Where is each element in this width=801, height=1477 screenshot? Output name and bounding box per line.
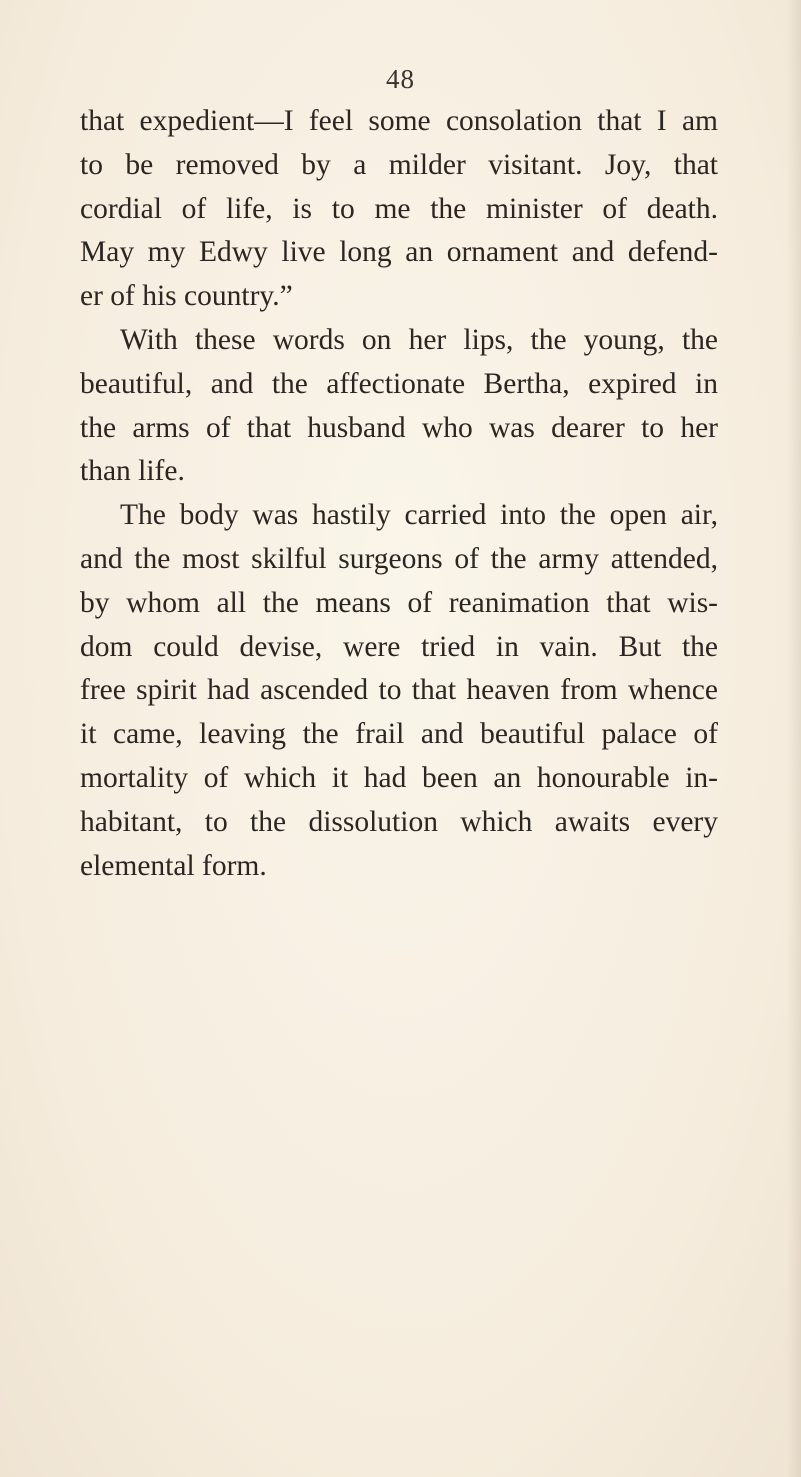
text-line-1: that expedient—I feel some consolation that I am [80, 105, 718, 137]
text-line-4: May my Edwy live long an ornament and defend- [80, 236, 718, 269]
text-line-13: dom could devise, were tried in vain. But the [80, 630, 718, 663]
text-line-15: it came, leaving the frail and beautiful palace of [80, 718, 718, 751]
text-line-5: er of his country.” [80, 280, 293, 313]
text-line-7: beautiful, and the affectionate Bertha, expired in [80, 367, 718, 400]
text-line-8: the arms of that husband who was dearer to her [80, 411, 718, 444]
text-line-2: to be removed by a milder visitant. Joy, that [80, 148, 718, 181]
text-line-18: elemental form. [80, 849, 267, 882]
body-text [80, 100, 718, 888]
text-line-6: With these words on her lips, the young, the [120, 323, 718, 356]
text-line-10: The body was hastily carried into the open air, [120, 499, 718, 532]
text-line-16: mortality of which it had been an honourable in- [80, 761, 718, 794]
text-line-11: and the most skilful surgeons of the army attended, [80, 542, 718, 575]
text-line-9: than life. [80, 455, 185, 488]
page-edge-shadow [787, 0, 801, 1477]
text-line-12: by whom all the means of reanimation that wis- [80, 586, 718, 619]
text-line-3: cordial of life, is to me the minister of death. [80, 192, 718, 225]
page-number: 48 [386, 64, 415, 94]
text-line-17: habitant, to the dissolution which awaits every [80, 805, 718, 838]
text-line-14: free spirit had ascended to that heaven from whence [80, 674, 718, 707]
